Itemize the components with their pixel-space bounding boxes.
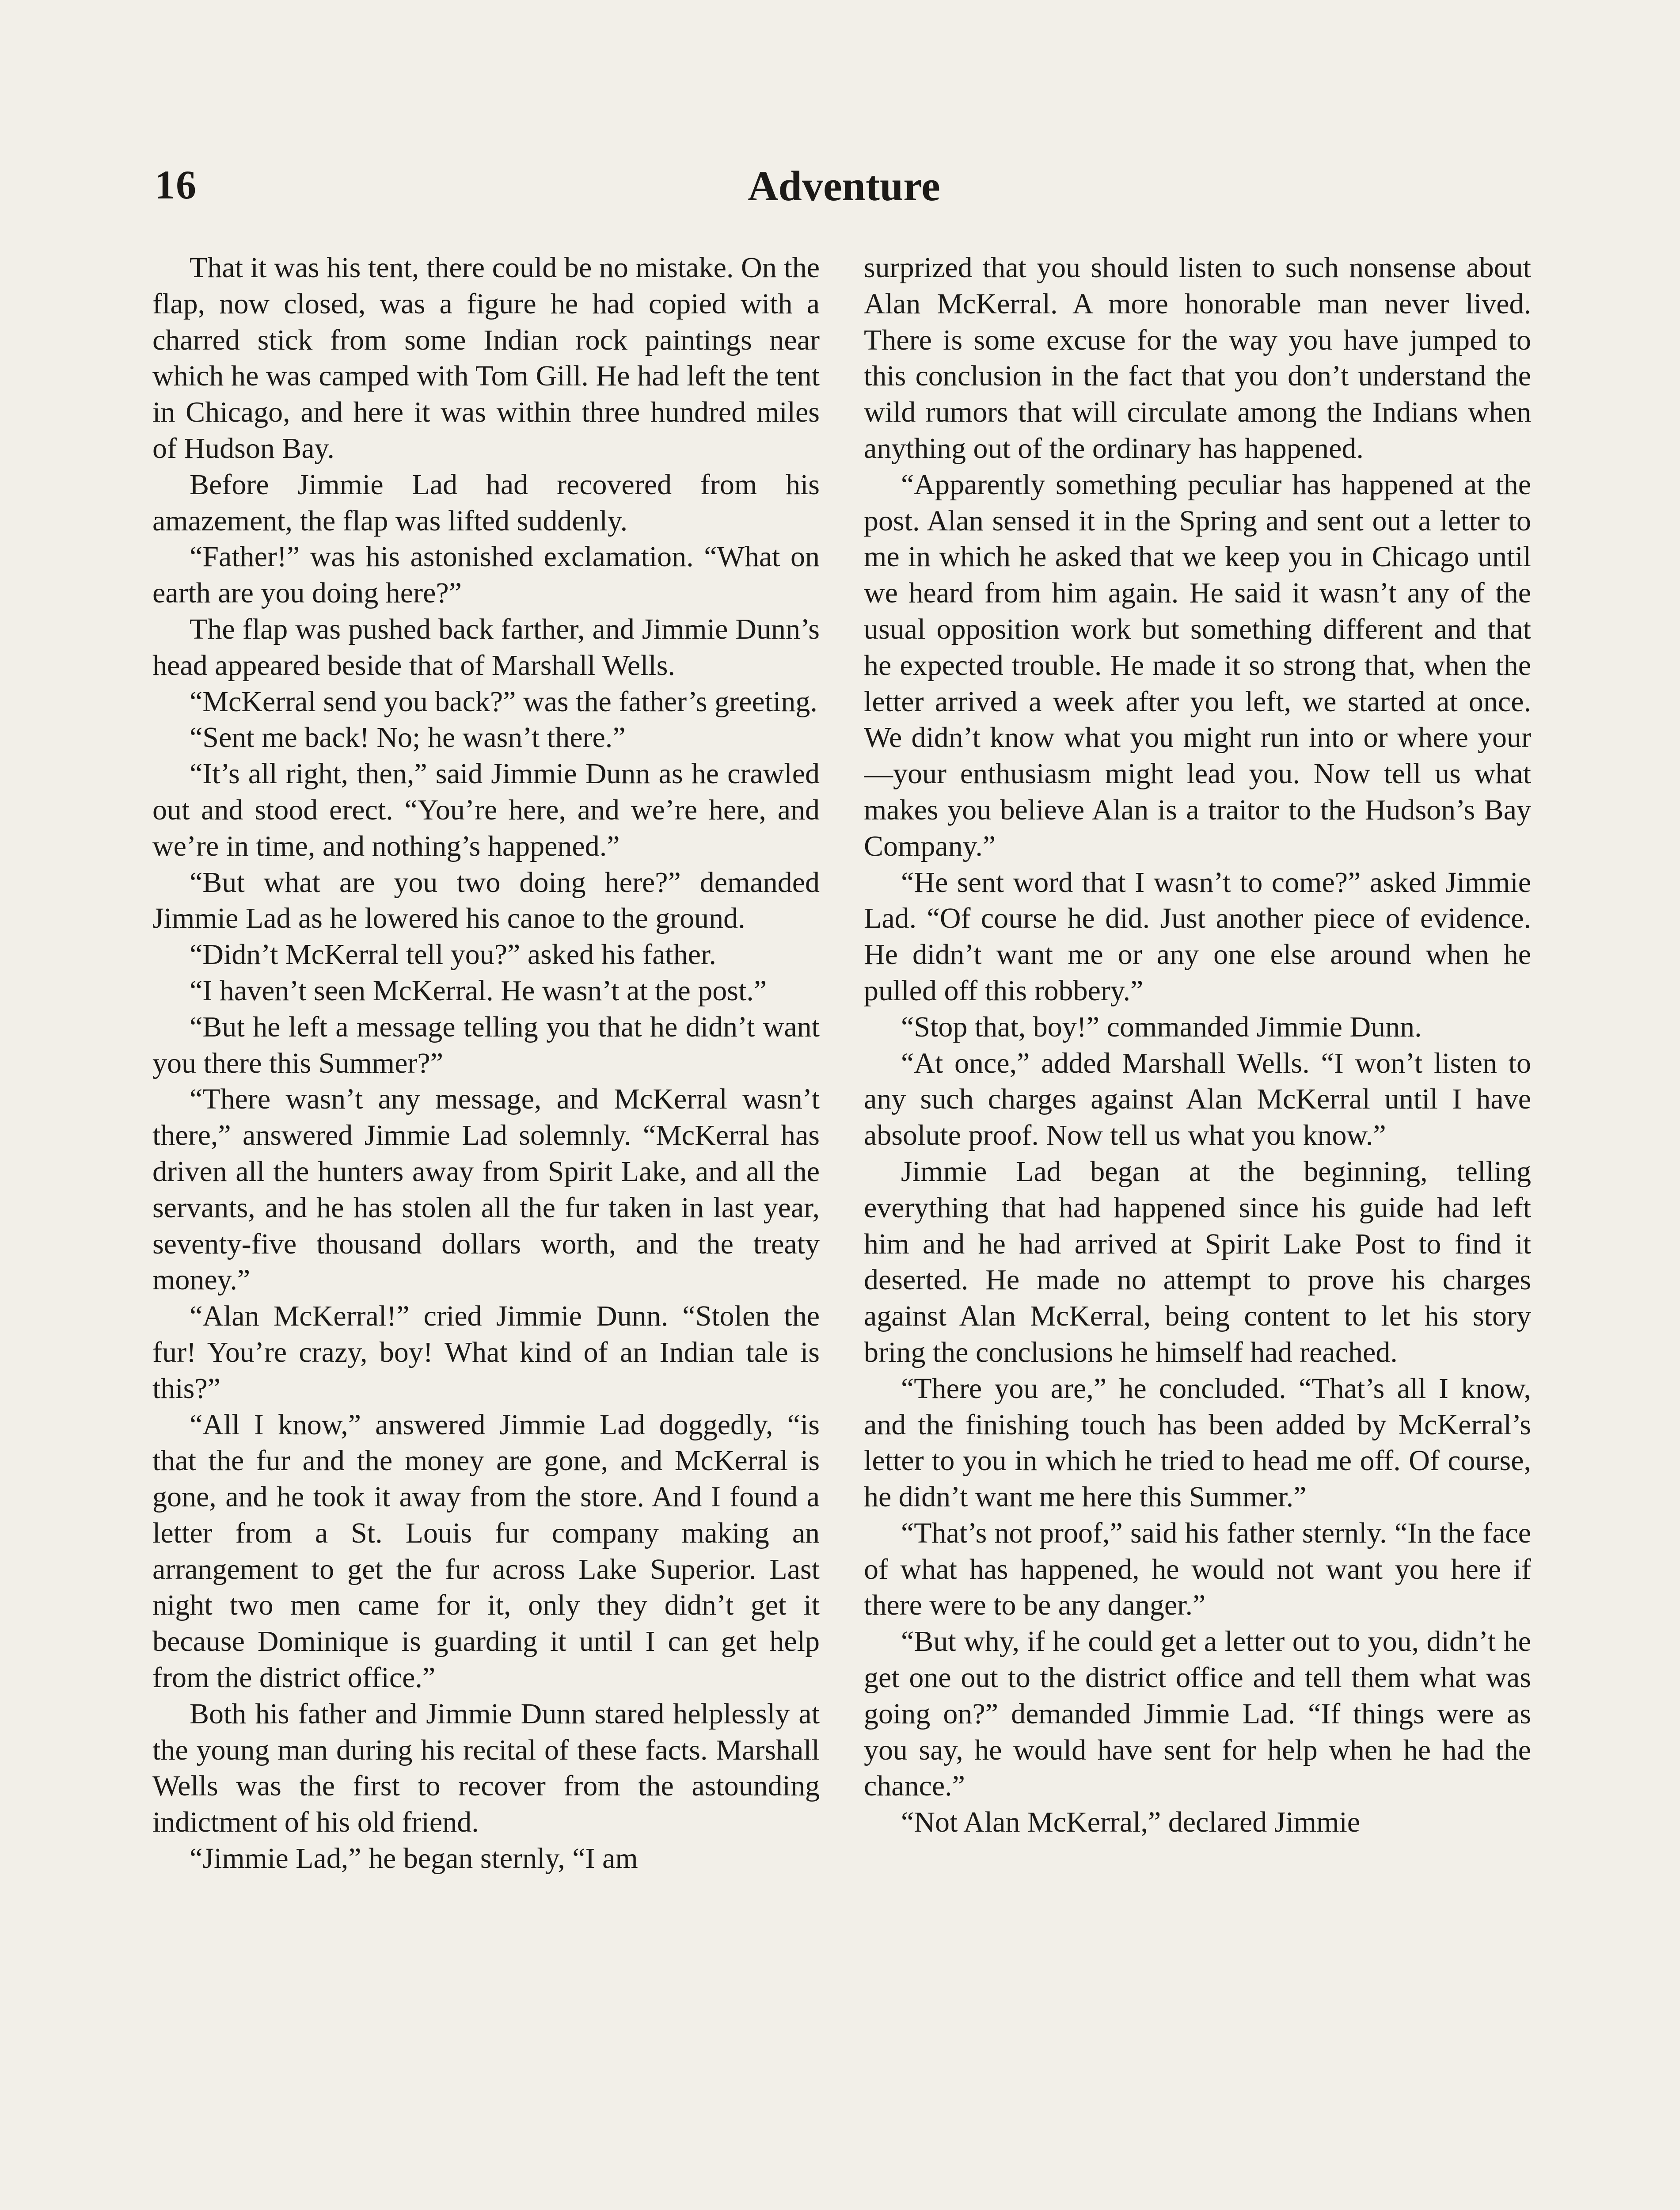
paragraph: Both his father and Jimmie Dunn stared helplessly at the young man during his recital of these facts. Marshall Wells was the first to recover from the astounding indictment of his old friend. xyxy=(152,1697,820,1839)
paragraph: “That’s not proof,” said his father sternly. “In the face of what has happened, he would not want you here if there were to be any danger.” xyxy=(864,1517,1531,1622)
paragraph-continued: surprized that you should listen to such nonsense about Alan McKerral. A more honorable man never lived. There is some excuse for the way you have jumped to this conclusion in the fact that you don’t understand the wild rumors that will circulate among the Indians when anything out of the ordinary has happened. xyxy=(864,251,1531,465)
paragraph: “Apparently something peculiar has happened at the post. Alan sensed it in the Spring and sent out a letter to me in which he asked that we keep you in Chicago until we heard from him again. He said it wasn’t any of the usual opposition work but something different and that he expected trouble. He made it so strong that, when the letter arrived a week after you left, we started at once. We didn’t know what you might run into or where your—your enthusiasm might lead you. Now tell us what makes you believe Alan is a traitor to the Hudson’s Bay Company.” xyxy=(864,468,1531,862)
paragraph: Before Jimmie Lad had recovered from his amazement, the flap was lifted suddenly. xyxy=(152,468,820,537)
paragraph: “Stop that, boy!” commanded Jimmie Dunn. xyxy=(901,1010,1422,1043)
paragraph: “At once,” added Marshall Wells. “I won’t listen to any such charges against Alan McKerral until I have absolute proof. Now tell us what you know.” xyxy=(864,1047,1531,1152)
left-column xyxy=(152,250,820,2210)
paragraph: The flap was pushed back farther, and Jimmie Dunn’s head appeared beside that of Marshall Wells. xyxy=(152,613,820,682)
magazine-title: Adventure xyxy=(748,162,940,210)
paragraph: “There you are,” he concluded. “That’s all I know, and the finishing touch has been added by McKerral’s letter to you in which he tried to head me off. Of course, he didn’t want me here this Summer.” xyxy=(864,1372,1531,1513)
paragraph: “But he left a message telling you that he didn’t want you there this Summer?” xyxy=(152,1010,820,1079)
paragraph: “Didn’t McKerral tell you?” asked his father. xyxy=(190,938,716,971)
paragraph: “All I know,” answered Jimmie Lad doggedly, “is that the fur and the money are gone, and McKerral is gone, and he took it away from the store. And I found a letter from a St. Louis fur company making an arrangement to get the fur across Lake Superior. Last night two men came for it, only they didn’t get it because Dominique is guarding it until I can get help from the district office.” xyxy=(152,1408,820,1694)
paragraph: “Not Alan McKerral,” declared Jimmie xyxy=(901,1806,1361,1839)
paragraph: “Jimmie Lad,” he began sternly, “I am xyxy=(190,1842,638,1875)
page-number: 16 xyxy=(155,162,197,207)
paragraph: “Alan McKerral!” cried Jimmie Dunn. “Stolen the fur! You’re crazy, boy! What kind of an Indian tale is this?” xyxy=(152,1300,820,1405)
paragraph: “Sent me back! No; he wasn’t there.” xyxy=(190,721,626,754)
paragraph: That it was his tent, there could be no mistake. On the flap, now closed, was a figure he had copied with a charred stick from some Indian rock paintings near which he was camped with Tom Gill. He had left the tent in Chicago, and here it was within three hundred miles of Hudson Bay. xyxy=(152,251,820,465)
paragraph: “He sent word that I wasn’t to come?” asked Jimmie Lad. “Of course he did. Just another piece of evidence. He didn’t want me or any one else around when he pulled off this robbery.” xyxy=(864,866,1531,1007)
paragraph: “McKerral send you back?” was the father’s greeting. xyxy=(190,685,817,718)
right-column xyxy=(864,250,1531,2210)
paragraph: “Father!” was his astonished exclamation. “What on earth are you doing here?” xyxy=(152,541,820,610)
paragraph: Jimmie Lad began at the beginning, telling everything that had happened since his guide had left him and he had arrived at Spirit Lake Post to find it deserted. He made no attempt to prove his charges against Alan McKerral, being content to let his story bring the conclusions he himself had reached. xyxy=(864,1155,1531,1368)
paragraph: “There wasn’t any message, and McKerral wasn’t there,” answered Jimmie Lad solemnly. “McKerral has driven all the hunters away from Spirit Lake, and all the servants, and he has stolen all the fur taken in last year, seventy-five thousand dollars worth, and the treaty money.” xyxy=(152,1083,820,1296)
running-head xyxy=(155,161,1533,219)
paragraph: “It’s all right, then,” said Jimmie Dunn as he crawled out and stood erect. “You’re here, and we’re here, and we’re in time, and nothing’s happened.” xyxy=(152,758,820,862)
paragraph: “But what are you two doing here?” demanded Jimmie Lad as he lowered his canoe to the ground. xyxy=(152,866,820,935)
paragraph: “But why, if he could get a letter out to you, didn’t he get one out to the district office and tell them what was going on?” demanded Jimmie Lad. “If things were as you say, he would have sent for help when he had the chance.” xyxy=(864,1625,1531,1802)
paragraph: “I haven’t seen McKerral. He wasn’t at the post.” xyxy=(190,974,767,1007)
